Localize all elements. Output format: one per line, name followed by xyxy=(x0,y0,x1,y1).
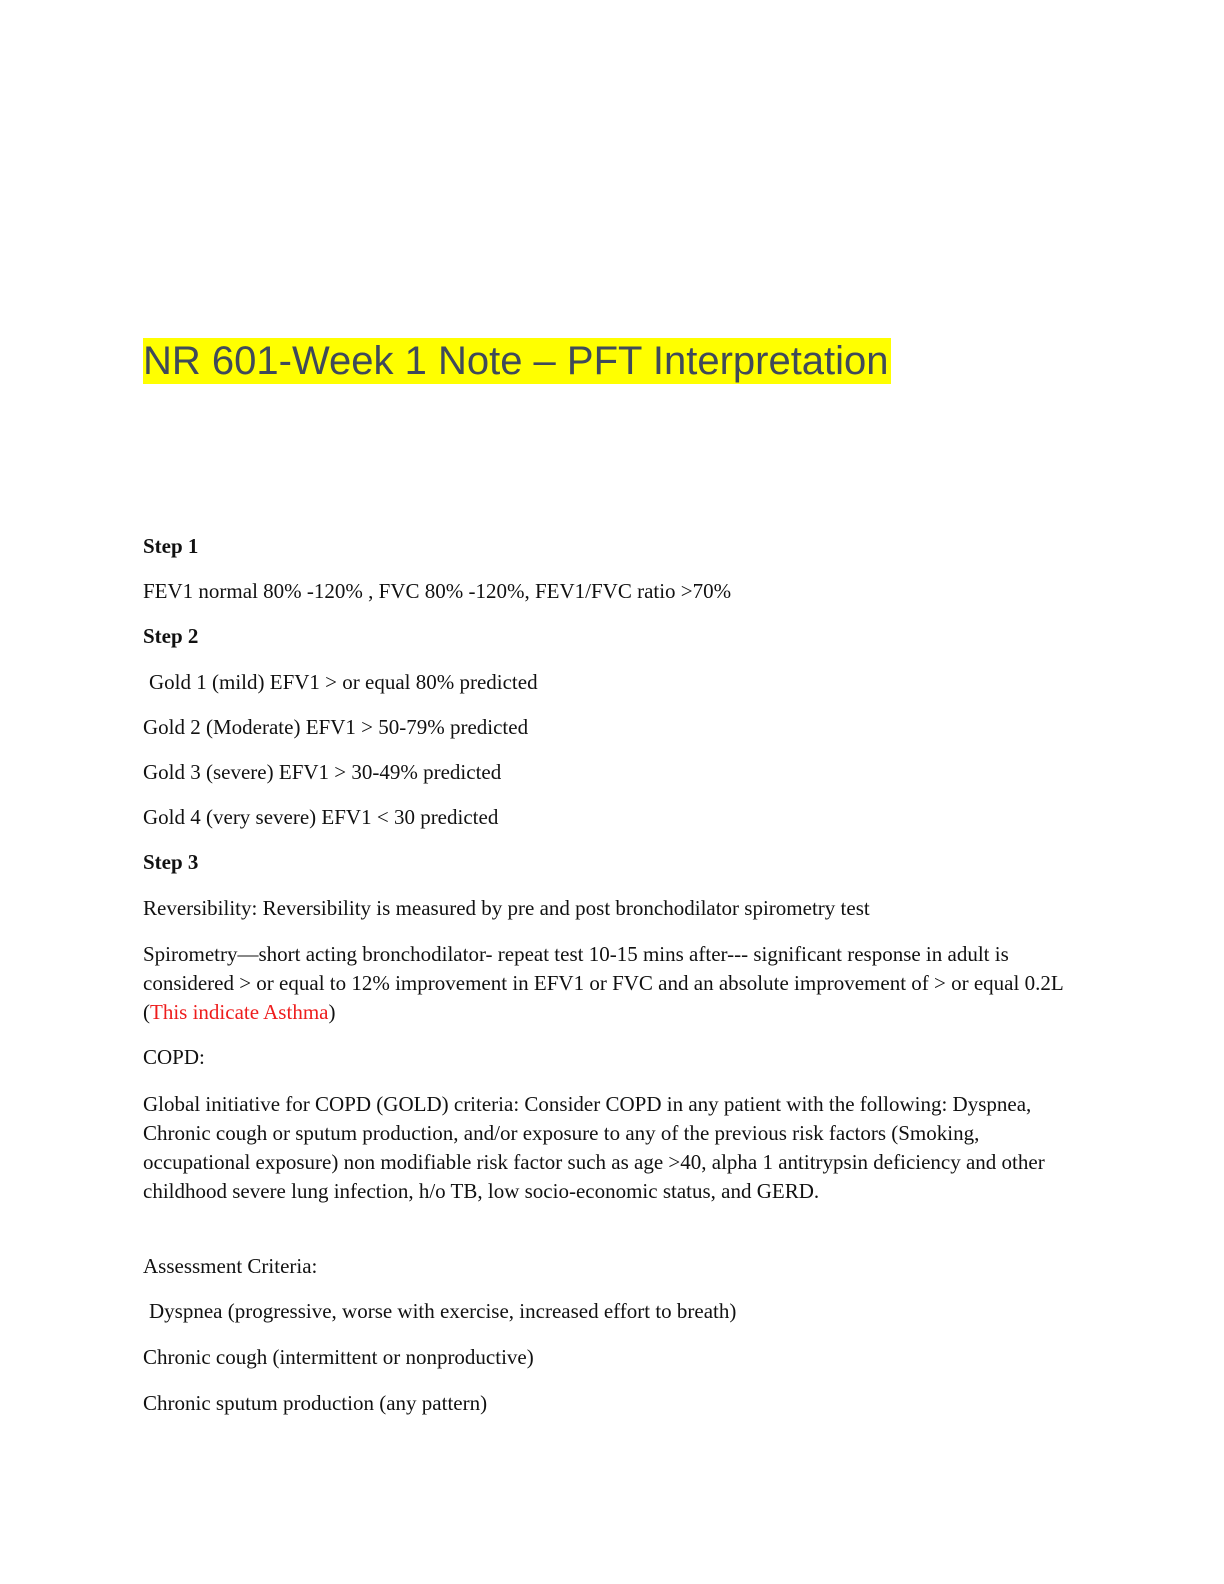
gold-4-line: Gold 4 (very severe) EFV1 < 30 predicted xyxy=(143,805,499,829)
asthma-note: This indicate Asthma xyxy=(150,1000,329,1024)
spirometry-paragraph xyxy=(143,940,1063,1027)
reversibility-text: Reversibility: Reversibility is measured by pre and post bronchodilator spirometry test xyxy=(143,896,870,920)
step1-text: FEV1 normal 80% -120% , FVC 80% -120%, FEV1/FVC ratio >70% xyxy=(143,579,732,603)
gold-3-line: Gold 3 (severe) EFV1 > 30-49% predicted xyxy=(143,760,502,784)
step1-heading: Step 1 xyxy=(143,534,199,558)
assessment-item-dyspnea: Dyspnea (progressive, worse with exercise, increased effort to breath) xyxy=(149,1299,737,1323)
gold-2-line: Gold 2 (Moderate) EFV1 > 50-79% predicted xyxy=(143,715,529,739)
step2-heading: Step 2 xyxy=(143,624,199,648)
gold-criteria-paragraph: Global initiative for COPD (GOLD) criteria: Consider COPD in any patient with the following: Dyspnea, Chronic cough or sputum production, and/or exposure to any of the previous risk factors (Smoking, occupational exposure) non modifiable risk factor such as age >40, alpha 1 antitrypsin deficiency and other childhood severe lung infection, h/o TB, low socio-economic status, and GERD. xyxy=(143,1092,1045,1203)
assessment-heading: Assessment Criteria: xyxy=(143,1254,318,1278)
document-title: NR 601-Week 1 Note – PFT Interpretation xyxy=(143,339,889,383)
copd-heading: COPD: xyxy=(143,1045,205,1069)
spirometry-close-paren: ) xyxy=(328,1000,336,1024)
assessment-item-cough: Chronic cough (intermittent or nonproductive) xyxy=(143,1345,534,1369)
assessment-item-sputum: Chronic sputum production (any pattern) xyxy=(143,1391,488,1415)
spirometry-text: Spirometry—short acting bronchodilator- repeat test 10-15 mins after--- significant response in adult is considered > or equal to 12% improvement in EFV1 or FVC and an absolute improvement of > or equal 0.2L ( xyxy=(143,942,1063,1024)
step3-heading: Step 3 xyxy=(143,850,199,874)
gold-1-line: Gold 1 (mild) EFV1 > or equal 80% predicted xyxy=(149,670,538,694)
